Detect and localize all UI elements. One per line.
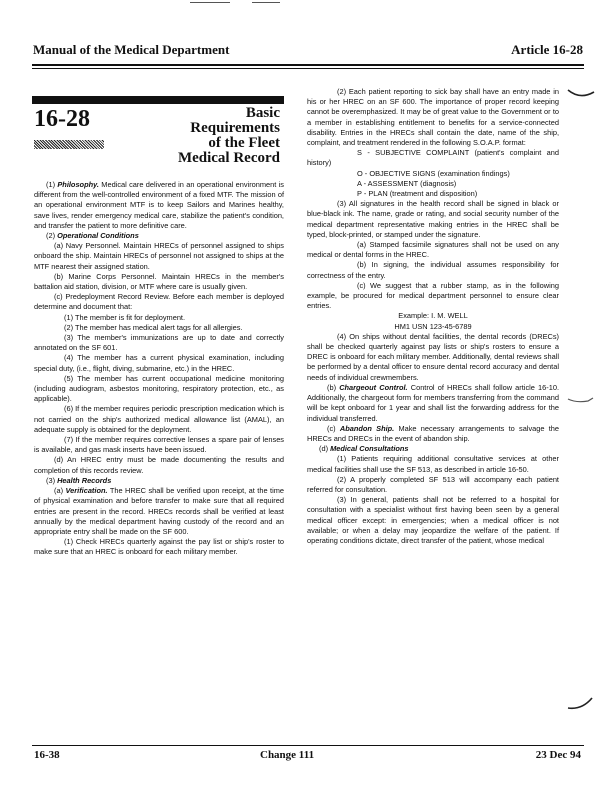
paragraph-text: (3) In general, patients shall not be referred to a hospital for consultation with a specialist without first having been seen by a general medical officer except: in emergencies; when a medical officer is not available; or when a delay may jeopardize the welfare of the patient. If operating conditions dictate, direct transfer of the patient, whose medical	[307, 495, 559, 545]
paragraph	[307, 87, 559, 148]
paragraph	[34, 374, 284, 405]
paragraph-number: (3)	[46, 475, 58, 485]
paragraph	[307, 495, 559, 546]
section-title-line: Medical Record	[177, 150, 280, 166]
running-header-article: Article 16-28	[511, 42, 583, 57]
header-rule-thin	[32, 68, 584, 69]
paragraph-text: Medical care delivered in an operational environment is different from the well-controlled environment of a fixed MTF. The mission of an operational environment MTF is to keep Sailors and Marines healthy, save lives, render emergency medical care, stabilize the patient's condition, and transfer the patient to more definitive care.	[34, 180, 284, 230]
paragraph	[34, 486, 284, 537]
paragraph	[307, 189, 559, 199]
paragraph	[307, 332, 559, 383]
section-title-line: Requirements	[190, 120, 280, 136]
paragraph	[34, 241, 284, 272]
paragraph	[34, 435, 284, 455]
right-column	[307, 87, 559, 546]
paragraph	[34, 323, 284, 333]
paragraph	[307, 179, 559, 189]
section-number: 16-28	[34, 106, 90, 132]
paragraph	[307, 311, 559, 321]
paragraph-text: The HREC shall be verified upon receipt, at the time of physical examination and before transfer to make sure that all required entries are present in the record. HRECs records shall be verified at least annually by the medical department having custody of the record and an appropriate entry shall be made on the SF 600.	[34, 486, 284, 536]
paragraph	[307, 199, 559, 240]
paragraph	[307, 383, 559, 424]
paragraph-text: S - SUBJECTIVE COMPLAINT (patient's complaint and history)	[307, 148, 559, 168]
paragraph-text: (2) A properly completed SF 513 will accompany each patient referred for consultation.	[307, 474, 559, 494]
paragraph-heading: Abandon Ship.	[339, 423, 395, 433]
paragraph	[307, 240, 559, 260]
paragraph-text: Example: I. M. WELL	[398, 311, 468, 321]
paragraph-text: (3) All signatures in the health record shall be signed in black or blue-black ink. The name, grade or rating, and social security number of the medical department representative making entries in the HREC shall be typed, block-printed, or stamped under the signature.	[307, 199, 559, 239]
paragraph-number: (2)	[46, 231, 58, 241]
top-crop-mark-left	[190, 2, 230, 3]
left-column	[34, 180, 284, 558]
paragraph-text: Make necessary arrangements to salvage the HRECs and DRECs in the event of abandon ship.	[307, 423, 560, 443]
footer-page-number: 16-38	[34, 749, 60, 761]
paragraph-text: (5) The member has current occupational medicine monitoring (including audiogram, asbestos monitoring, respiratory protection, etc., as applicable).	[34, 373, 284, 404]
section-title-line: of the Fleet	[208, 135, 280, 151]
paragraph	[34, 180, 284, 231]
paragraph-text: (a) Stamped facsimile signatures shall not be used on any medical or dental forms in the HREC.	[307, 240, 559, 260]
paragraph-text: Control of HRECs shall follow article 16-10. Additionally, the chargeout form for members transferring from the command will be kept onboard for 1 year and shall list the forwarding address for the individual transferred.	[307, 382, 559, 423]
footer-rule	[32, 745, 584, 746]
paragraph	[307, 454, 559, 474]
paragraph-text: A - ASSESSMENT (diagnosis)	[357, 178, 457, 188]
margin-mark-bottom	[566, 696, 596, 714]
paragraph	[34, 455, 284, 475]
paragraph-number: (d)	[319, 444, 331, 454]
paragraph-text: O - OBJECTIVE SIGNS (examination findings)	[357, 168, 510, 178]
paragraph	[34, 313, 284, 323]
margin-mark-middle	[566, 396, 596, 406]
paragraph	[307, 260, 559, 280]
margin-mark-top	[566, 88, 596, 102]
footer-change-number: Change 111	[260, 749, 315, 761]
paragraph-heading: Verification.	[65, 486, 108, 496]
paragraph	[307, 281, 559, 312]
paragraph-text: P - PLAN (treatment and disposition)	[357, 189, 478, 199]
paragraph	[34, 292, 284, 312]
footer-date: 23 Dec 94	[535, 749, 581, 761]
paragraph-text: (4) On ships without dental facilities, the dental records (DRECs) shall be checked quarterly against pay lists or ship's rosters to ensure a DREC is onboard for each military member. Additionally, dental reviews shall be performed by a dental officer to ensure dental record accuracy and dental needs of individual crewmembers.	[307, 331, 559, 382]
header-rule	[32, 64, 584, 66]
paragraph-text: (1) Check HRECs quarterly against the pay list or ship's roster to make sure that an HREC is onboard for each military member.	[34, 537, 284, 557]
paragraph-heading: Philosophy.	[57, 180, 99, 189]
section-heading-bar	[32, 96, 284, 104]
section-title-line: Basic	[245, 105, 280, 121]
paragraph	[307, 475, 559, 495]
paragraph	[307, 322, 559, 332]
paragraph	[34, 333, 284, 353]
paragraph	[307, 424, 559, 444]
paragraph	[307, 148, 559, 168]
paragraph-heading: Health Records	[57, 475, 112, 485]
paragraph-text: HM1 USN 123-45-6789	[394, 321, 472, 331]
paragraph-text: (2) The member has medical alert tags for all allergies.	[64, 322, 243, 332]
paragraph-text: (7) If the member requires corrective lenses a spare pair of lenses is available, and gas mask inserts have been issued.	[34, 435, 284, 455]
section-hatch-decoration	[34, 140, 104, 149]
paragraph-heading: Chargeout Control.	[339, 382, 408, 392]
running-header-manual: Manual of the Medical Department	[33, 42, 230, 57]
paragraph-text: (3) The member's immunizations are up to date and correctly annotated on the SF 601.	[34, 333, 284, 353]
paragraph-text: (b) Marine Corps Personnel. Maintain HRECs in the member's battalion aid station, division, or MTF where care is usually given.	[34, 271, 284, 292]
paragraph	[307, 444, 559, 454]
paragraph-text: (1) Patients requiring additional consultative services at other medical facilities shall use the SF 513, as described in article 16-50.	[307, 454, 559, 474]
paragraph-heading: Medical Consultations	[330, 444, 409, 454]
paragraph-text: (d) An HREC entry must be made documenting the results and completion of this records review.	[34, 455, 284, 475]
paragraph	[34, 231, 284, 241]
paragraph	[34, 404, 284, 435]
paragraph-heading: Operational Conditions	[57, 231, 139, 241]
paragraph-text: (1) The member is fit for deployment.	[64, 312, 186, 322]
paragraph-text: (4) The member has a current physical examination, including special duty, (i.e., flight, diving, submarine, etc.) in the HREC.	[34, 353, 284, 373]
paragraph	[307, 169, 559, 179]
paragraph	[34, 353, 284, 373]
paragraph-text: (2) Each patient reporting to sick bay shall have an entry made in his or her HREC on an SF 600. The importance of proper record keeping cannot be overemphasized. It may be of great value to the Government or to a member in establishing entitlement to benefits for a service-connected disability. Entries in the HRECs shall contain the date, name of the ship, complaint, and treatment rendered in the following S.O.A.P. format:	[307, 87, 559, 148]
top-crop-mark-right	[252, 2, 280, 3]
paragraph-text: (6) If the member requires periodic prescription medication which is not carried on the ship's authorized medical allowance list (AMAL), an adequate supply is obtained for the deployment.	[34, 404, 284, 434]
paragraph	[34, 272, 284, 292]
paragraph	[34, 476, 284, 486]
paragraph	[34, 537, 284, 557]
paragraph-number: (1)	[46, 180, 58, 189]
paragraph-number: (c)	[327, 423, 340, 433]
paragraph-text: (b) In signing, the individual assumes responsibility for correctness of the entry.	[307, 260, 559, 280]
paragraph-text: (c) We suggest that a rubber stamp, as in the following example, be procured for medical department personnel to ensure clear entries.	[307, 280, 559, 311]
paragraph-number: (a)	[54, 486, 66, 496]
paragraph-number: (b)	[327, 382, 340, 392]
paragraph-text: (a) Navy Personnel. Maintain HRECs of personnel assigned to ships onboard the ship. Maintain HRECs of personnel not assigned to ships at the MTF nearest their assigned station.	[34, 241, 284, 271]
section-title	[128, 106, 280, 166]
paragraph-text: (c) Predeployment Record Review. Before each member is deployed determine and document that:	[34, 292, 284, 312]
